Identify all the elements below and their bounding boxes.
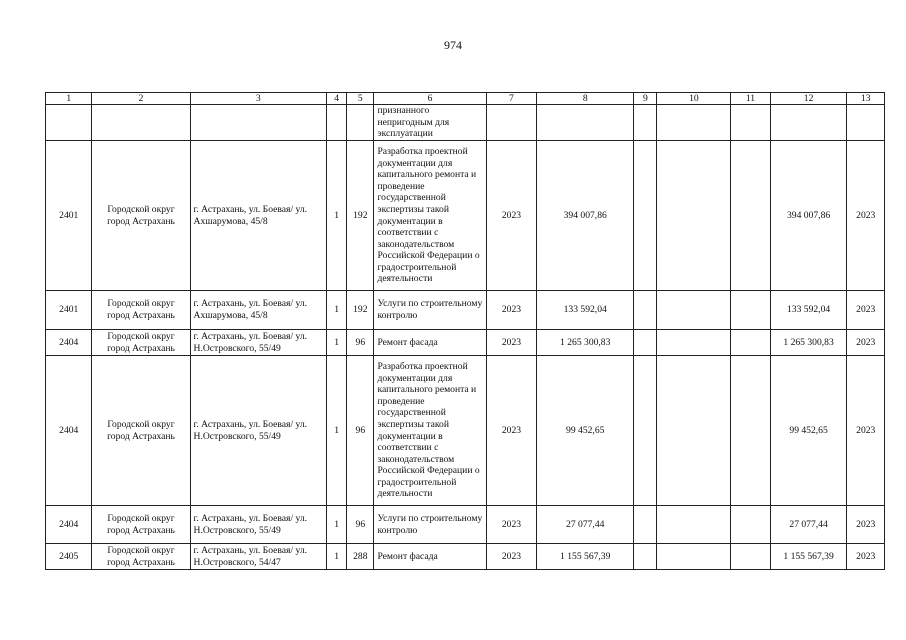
cell-col4 <box>326 105 346 141</box>
column-number: 12 <box>770 93 847 105</box>
cell-id: 2401 <box>46 291 92 330</box>
table-row <box>46 506 885 544</box>
cell-year: 2023 <box>486 141 537 291</box>
cell-col10 <box>657 330 731 356</box>
cell-work-type: признанного непригодным для эксплуатации <box>374 105 486 141</box>
cell-col13: 2023 <box>847 291 885 330</box>
cell-col9 <box>634 330 657 356</box>
cell-cost: 27 077,44 <box>537 506 634 544</box>
cell-col9 <box>634 356 657 506</box>
cell-col13: 2023 <box>847 330 885 356</box>
cell-col9 <box>634 544 657 570</box>
cell-col12: 27 077,44 <box>770 506 847 544</box>
cell-work-type: Услуги по строительному контролю <box>374 506 486 544</box>
cell-year <box>486 105 537 141</box>
cell-col5: 192 <box>347 291 374 330</box>
cell-municipality: Городской округ город Астрахань <box>92 506 190 544</box>
cell-col5: 96 <box>347 356 374 506</box>
cell-col12: 99 452,65 <box>770 356 847 506</box>
cell-cost: 1 265 300,83 <box>537 330 634 356</box>
cell-address: г. Астрахань, ул. Боевая/ ул. Н.Островского, 55/49 <box>190 506 326 544</box>
cell-col11 <box>731 356 770 506</box>
cell-col11 <box>731 141 770 291</box>
cell-year: 2023 <box>486 506 537 544</box>
cell-col11 <box>731 105 770 141</box>
column-number: 7 <box>486 93 537 105</box>
table-row <box>46 544 885 570</box>
table-row <box>46 291 885 330</box>
column-number: 9 <box>634 93 657 105</box>
table-row <box>46 356 885 506</box>
column-number: 6 <box>374 93 486 105</box>
cell-address: г. Астрахань, ул. Боевая/ ул. Н.Островского, 55/49 <box>190 330 326 356</box>
cell-municipality <box>92 105 190 141</box>
cell-col11 <box>731 330 770 356</box>
cell-col10 <box>657 356 731 506</box>
cell-work-type: Ремонт фасада <box>374 330 486 356</box>
cell-col12: 1 265 300,83 <box>770 330 847 356</box>
cell-col9 <box>634 291 657 330</box>
cell-cost: 394 007,86 <box>537 141 634 291</box>
cell-col13: 2023 <box>847 356 885 506</box>
cell-year: 2023 <box>486 330 537 356</box>
cell-year: 2023 <box>486 291 537 330</box>
cell-col13: 2023 <box>847 141 885 291</box>
cell-work-type: Услуги по строительному контролю <box>374 291 486 330</box>
cell-col9 <box>634 105 657 141</box>
cell-work-type: Разработка проектной документации для капитального ремонта и проведение государственной экспертизы такой документации в соответствии с законодательством Российской Федерации о градостроительной деятельности <box>374 356 486 506</box>
cell-col5: 288 <box>347 544 374 570</box>
column-number-row <box>46 93 885 105</box>
table-row <box>46 141 885 291</box>
cell-col12: 394 007,86 <box>770 141 847 291</box>
cell-col9 <box>634 141 657 291</box>
cell-municipality: Городской округ город Астрахань <box>92 356 190 506</box>
cell-col10 <box>657 141 731 291</box>
cell-col5: 192 <box>347 141 374 291</box>
cell-col10 <box>657 544 731 570</box>
cell-col4: 1 <box>326 330 346 356</box>
cell-col11 <box>731 506 770 544</box>
cell-col12: 1 155 567,39 <box>770 544 847 570</box>
cell-address: г. Астрахань, ул. Боевая/ ул. Ахшарумова, 45/8 <box>190 291 326 330</box>
cell-col11 <box>731 291 770 330</box>
cell-id: 2404 <box>46 330 92 356</box>
cell-col13: 2023 <box>847 544 885 570</box>
cell-col10 <box>657 105 731 141</box>
column-number: 11 <box>731 93 770 105</box>
cell-col4: 1 <box>326 544 346 570</box>
cell-col10 <box>657 506 731 544</box>
cell-id: 2405 <box>46 544 92 570</box>
cell-col4: 1 <box>326 356 346 506</box>
cell-cost: 1 155 567,39 <box>537 544 634 570</box>
cell-col13: 2023 <box>847 506 885 544</box>
cell-work-type: Разработка проектной документации для капитального ремонта и проведение государственной экспертизы такой документации в соответствии с законодательством Российской Федерации о градостроительной деятельности <box>374 141 486 291</box>
cell-year: 2023 <box>486 356 537 506</box>
cell-col4: 1 <box>326 291 346 330</box>
cell-address: г. Астрахань, ул. Боевая/ ул. Н.Островского, 54/47 <box>190 544 326 570</box>
column-number: 4 <box>326 93 346 105</box>
cell-work-type: Ремонт фасада <box>374 544 486 570</box>
table-row <box>46 330 885 356</box>
cell-col12: 133 592,04 <box>770 291 847 330</box>
column-number: 13 <box>847 93 885 105</box>
cell-col5: 96 <box>347 506 374 544</box>
cell-cost: 99 452,65 <box>537 356 634 506</box>
cell-id: 2401 <box>46 141 92 291</box>
cell-cost <box>537 105 634 141</box>
cell-col4: 1 <box>326 506 346 544</box>
cell-col11 <box>731 544 770 570</box>
cell-address: г. Астрахань, ул. Боевая/ ул. Ахшарумова, 45/8 <box>190 141 326 291</box>
cell-cost: 133 592,04 <box>537 291 634 330</box>
cell-col10 <box>657 291 731 330</box>
cell-municipality: Городской округ город Астрахань <box>92 330 190 356</box>
cell-municipality: Городской округ город Астрахань <box>92 291 190 330</box>
cell-col5 <box>347 105 374 141</box>
cell-col9 <box>634 506 657 544</box>
column-number: 3 <box>190 93 326 105</box>
column-number: 8 <box>537 93 634 105</box>
cell-id: 2404 <box>46 356 92 506</box>
cell-col12 <box>770 105 847 141</box>
cell-municipality: Городской округ город Астрахань <box>92 141 190 291</box>
cell-address <box>190 105 326 141</box>
cell-year: 2023 <box>486 544 537 570</box>
column-number: 5 <box>347 93 374 105</box>
cell-municipality: Городской округ город Астрахань <box>92 544 190 570</box>
cell-id: 2404 <box>46 506 92 544</box>
page-number: 974 <box>444 38 462 52</box>
column-number: 2 <box>92 93 190 105</box>
cell-col13 <box>847 105 885 141</box>
cell-col4: 1 <box>326 141 346 291</box>
column-number: 10 <box>657 93 731 105</box>
cell-id <box>46 105 92 141</box>
works-table <box>45 92 885 570</box>
column-number: 1 <box>46 93 92 105</box>
table-row <box>46 105 885 141</box>
cell-col5: 96 <box>347 330 374 356</box>
cell-address: г. Астрахань, ул. Боевая/ ул. Н.Островского, 55/49 <box>190 356 326 506</box>
